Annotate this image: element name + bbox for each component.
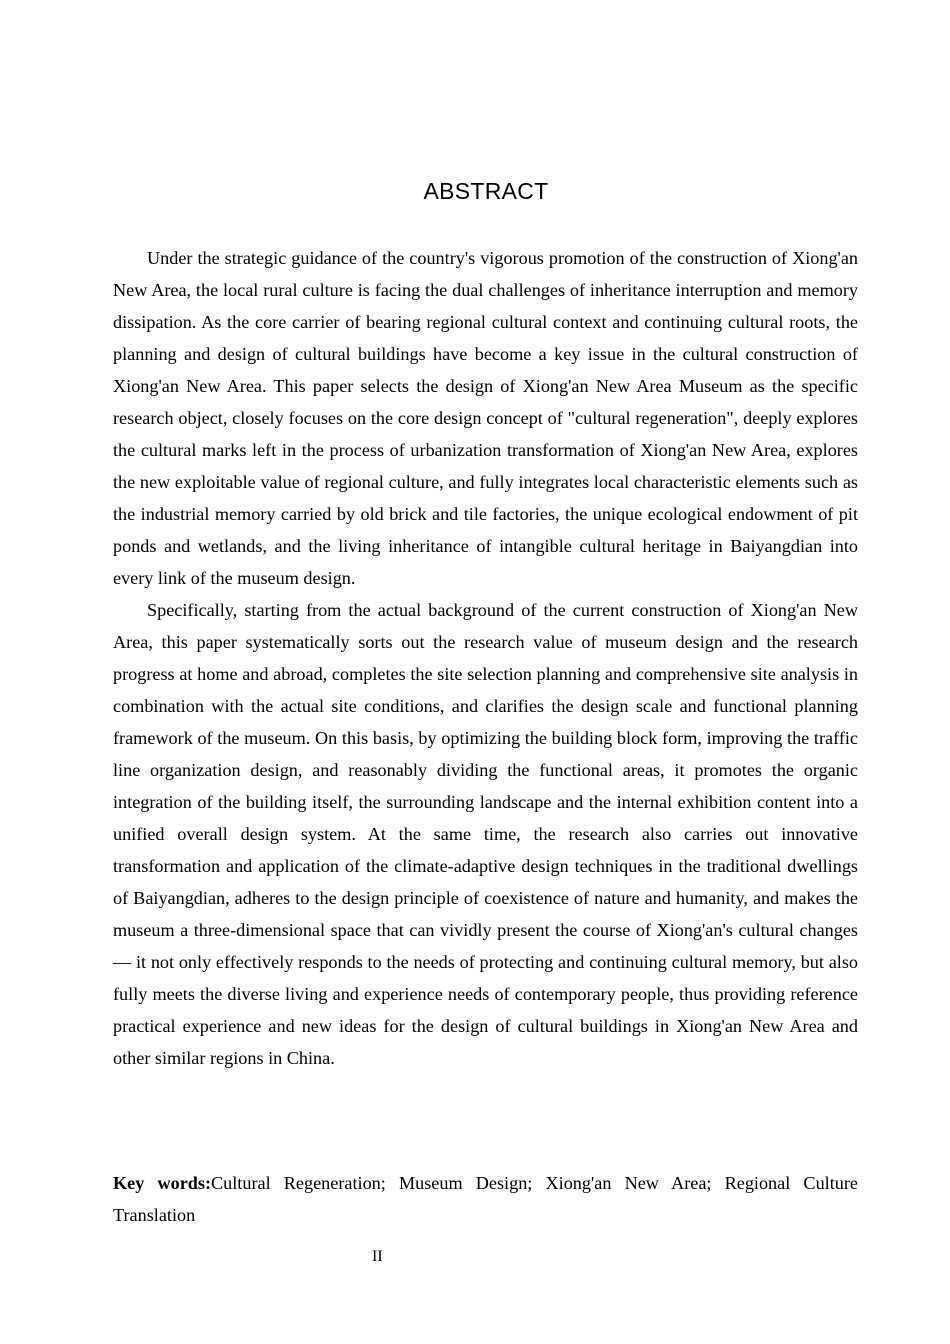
keywords-line [113,1167,858,1231]
abstract-title: ABSTRACT [423,178,549,204]
page-number: II [372,1248,383,1265]
keywords-label: Key words: [113,1173,212,1193]
abstract-paragraph-2: Specifically, starting from the actual background of the current construction of Xiong'an New Area, this paper systematically sorts out the research value of museum design and the research progress at home and abroad, completes the site selection planning and comprehensive site analysis in combination with the actual site conditions, and clarifies the design scale and functional planning framework of the museum. On this basis, by optimizing the building block form, improving the traffic line organization design, and reasonably dividing the functional areas, it promotes the organic integration of the building itself, the surrounding landscape and the internal exhibition content into a unified overall design system. At the same time, the research also carries out innovative transformation and application of the climate-adaptive design techniques in the traditional dwellings of Baiyangdian, adheres to the design principle of coexistence of nature and humanity, and makes the museum a three-dimensional space that can vividly present the course of Xiong'an's cultural changes — it not only effectively responds to the needs of protecting and continuing cultural memory, but also fully meets the diverse living and experience needs of contemporary people, thus providing reference practical experience and new ideas for the design of cultural buildings in Xiong'an New Area and other similar regions in China. [113,600,858,1068]
abstract-paragraph-1: Under the strategic guidance of the country's vigorous promotion of the construction of Xiong'an New Area, the local rural culture is facing the dual challenges of inheritance interruption and memory dissipation. As the core carrier of bearing regional cultural context and continuing cultural roots, the planning and design of cultural buildings have become a key issue in the cultural construction of Xiong'an New Area. This paper selects the design of Xiong'an New Area Museum as the specific research object, closely focuses on the core design concept of "cultural regeneration", deeply explores the cultural marks left in the process of urbanization transformation of Xiong'an New Area, explores the new exploitable value of regional culture, and fully integrates local characteristic elements such as the industrial memory carried by old brick and tile factories, the unique ecological endowment of pit ponds and wetlands, and the living inheritance of intangible cultural heritage in Baiyangdian into every link of the museum design. [113,248,858,588]
keywords-text: Cultural Regeneration; Museum Design; Xiong'an New Area; Regional Culture Translation [113,1173,858,1225]
abstract-body [113,242,858,1074]
